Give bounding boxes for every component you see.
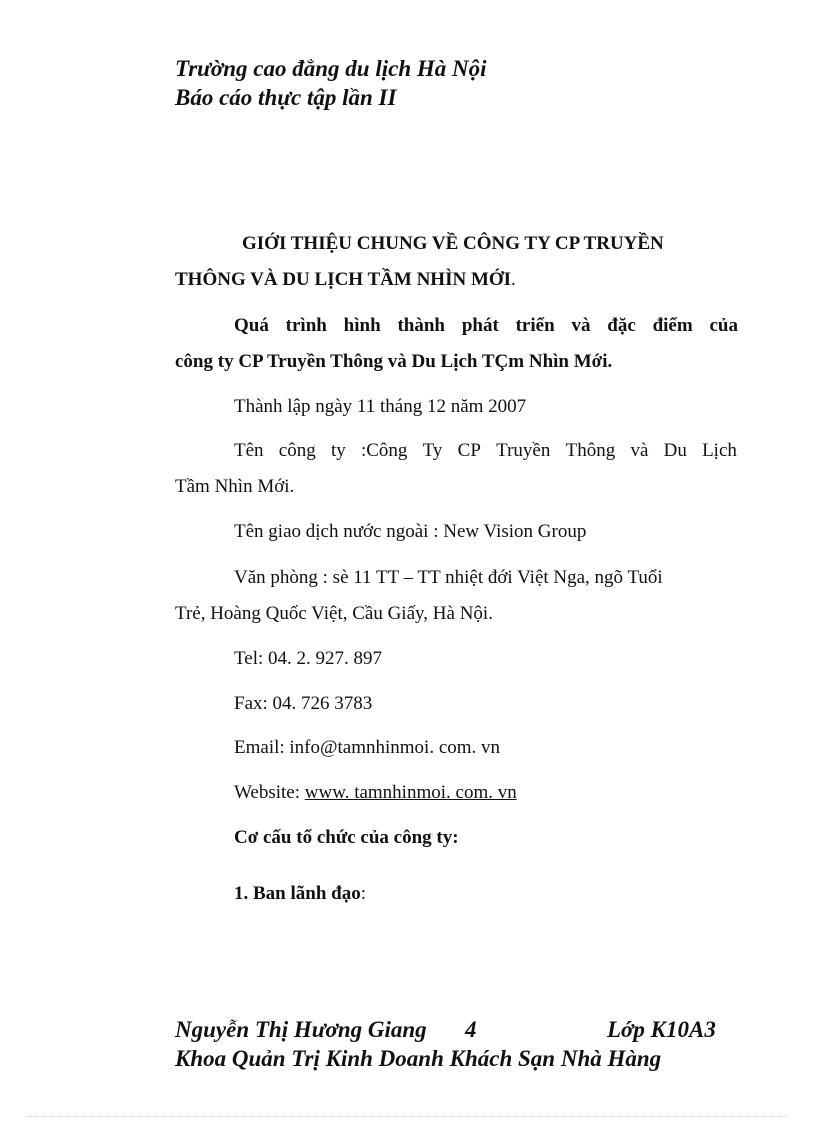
word: điểm (652, 315, 693, 336)
word: Du (663, 440, 687, 461)
founded-date: Thành lập ngày 11 tháng 12 năm 2007 (234, 396, 527, 417)
report-title: Báo cáo thực tập lần II (175, 85, 397, 110)
company-name-line-1 (175, 433, 737, 469)
structure-heading: Cơ cấu tổ chức của công ty: (234, 827, 459, 848)
word: Ty (422, 440, 443, 461)
word: Quá (234, 315, 269, 336)
word: :Công (360, 440, 408, 461)
word: và (630, 440, 649, 461)
word: thành (397, 315, 445, 336)
word: và (571, 315, 591, 336)
school-name: Trường cao đẳng du lịch Hà Nội (175, 56, 487, 81)
section-title-line-2 (175, 262, 736, 298)
subsection-title (175, 308, 738, 380)
author-name: Nguyễn Thị Hương Giang (175, 1017, 427, 1042)
word: triển (515, 315, 555, 336)
section-1-title: 1. Ban lãnh đạo (234, 883, 361, 904)
word: Tên (234, 440, 264, 461)
website-link[interactable]: www. tamnhinmoi. com. vn (304, 782, 517, 803)
word: Thông (565, 440, 616, 461)
word: CP (457, 440, 481, 461)
section-1-colon: : (360, 883, 367, 904)
subsection-title-line-1 (175, 308, 738, 344)
word: Lịch (702, 440, 737, 461)
page-number: 4 (465, 1017, 477, 1042)
company-name-paragraph (175, 433, 737, 505)
word: công (278, 440, 316, 461)
word: trình (285, 315, 327, 336)
faculty-name: Khoa Quản Trị Kinh Doanh Khách Sạn Nhà Hàng (175, 1046, 662, 1071)
page-footer (175, 1015, 735, 1073)
subsection-title-line-2: công ty CP Truyền Thông và Du Lịch TÇm Nhìn Mới. (175, 351, 613, 372)
footer-line-1 (175, 1015, 735, 1044)
page-bottom-divider (28, 1116, 788, 1117)
section-title-line-2-text: THÔNG VÀ DU LỊCH TẦM NHÌN MỚI (175, 269, 512, 290)
office-address (175, 560, 739, 632)
fax-number: Fax: 04. 726 3783 (234, 693, 373, 714)
foreign-trade-name: Tên giao dịch nước ngoài : New Vision Group (234, 521, 587, 542)
website-label: Website: (234, 782, 305, 803)
word: đặc (607, 315, 636, 336)
section-title-period: . (511, 269, 516, 290)
section-1-heading (234, 876, 366, 912)
section-title-line-1: GIỚI THIỆU CHUNG VỀ CÔNG TY CP TRUYỀN (242, 233, 664, 254)
word: hình (343, 315, 381, 336)
word: Truyền (496, 440, 551, 461)
company-name-line-2: Tầm Nhìn Mới. (175, 476, 295, 497)
office-address-line-1: Văn phòng : sè 11 TT – TT nhiệt đới Việt Nga, ngõ Tuổi (234, 567, 663, 588)
email-address: Email: info@tamnhinmoi. com. vn (234, 737, 501, 758)
section-title (175, 226, 736, 298)
phone-number: Tel: 04. 2. 927. 897 (234, 648, 383, 669)
website (234, 775, 517, 811)
class-name: Lớp K10A3 (607, 1017, 716, 1042)
office-address-line-2: Trẻ, Hoàng Quốc Việt, Cầu Giấy, Hà Nội. (175, 603, 493, 624)
page-header (175, 54, 487, 112)
word: của (709, 315, 738, 336)
word: ty (330, 440, 346, 461)
word: phát (461, 315, 499, 336)
